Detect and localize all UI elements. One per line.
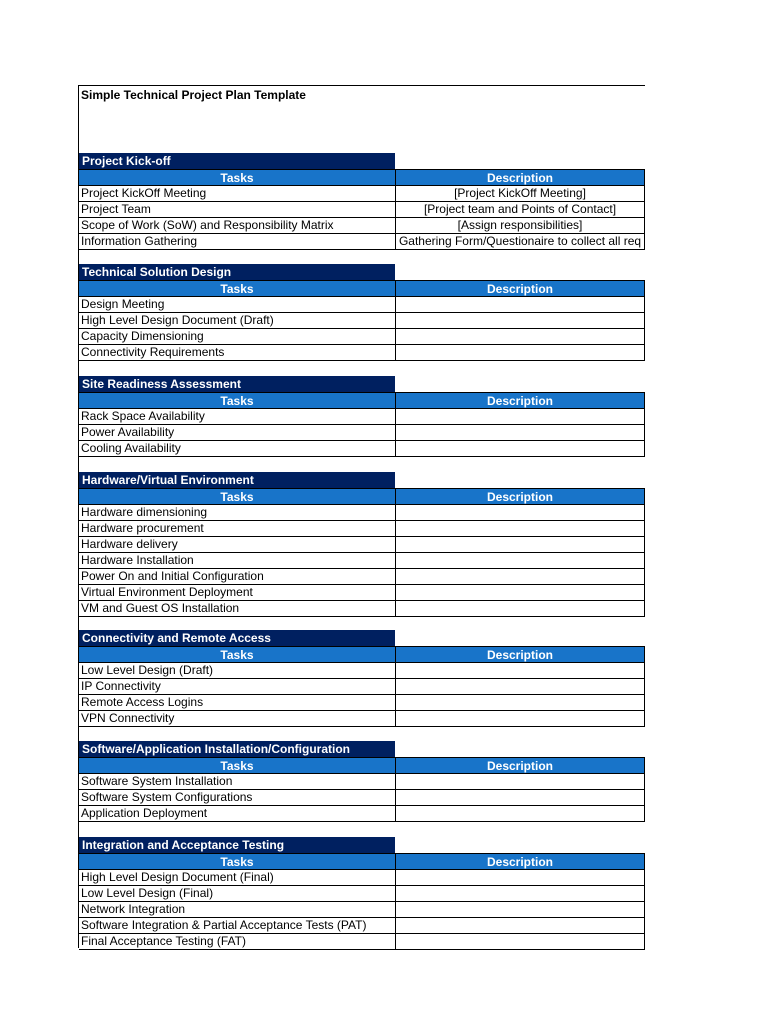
task-cell[interactable]: Connectivity Requirements — [79, 344, 395, 361]
description-cell[interactable] — [395, 773, 645, 789]
task-cell[interactable]: Network Integration — [79, 901, 395, 917]
description-cell[interactable] — [395, 933, 645, 950]
description-cell[interactable] — [395, 869, 645, 885]
description-cell[interactable] — [395, 504, 645, 520]
top-border — [79, 85, 645, 86]
document-title: Simple Technical Project Plan Template — [81, 88, 306, 102]
description-cell[interactable] — [395, 805, 645, 822]
task-cell[interactable]: Cooling Availability — [79, 440, 395, 457]
task-cell[interactable]: Remote Access Logins — [79, 694, 395, 710]
tasks-column-header: Tasks — [79, 853, 395, 869]
section-title: Technical Solution Design — [79, 264, 395, 280]
task-cell[interactable]: Design Meeting — [79, 296, 395, 312]
task-cell[interactable]: Software System Installation — [79, 773, 395, 789]
task-cell[interactable]: Power On and Initial Configuration — [79, 568, 395, 584]
task-cell[interactable]: Hardware dimensioning — [79, 504, 395, 520]
description-cell[interactable] — [395, 917, 645, 933]
description-column-header: Description — [395, 488, 645, 504]
tasks-column-header: Tasks — [79, 757, 395, 773]
description-column-header: Description — [395, 280, 645, 296]
description-cell[interactable] — [395, 885, 645, 901]
task-cell[interactable]: Software System Configurations — [79, 789, 395, 805]
tasks-column-header: Tasks — [79, 488, 395, 504]
description-column-header: Description — [395, 853, 645, 869]
description-cell[interactable] — [395, 584, 645, 600]
description-cell[interactable] — [395, 600, 645, 617]
description-cell[interactable] — [395, 233, 645, 250]
task-cell[interactable]: VM and Guest OS Installation — [79, 600, 395, 617]
task-cell[interactable]: Rack Space Availability — [79, 408, 395, 424]
description-cell[interactable] — [395, 536, 645, 552]
task-cell[interactable]: Hardware procurement — [79, 520, 395, 536]
description-cell[interactable] — [395, 789, 645, 805]
description-cell[interactable] — [395, 328, 645, 344]
description-text: Gathering Form/Questionaire to collect all req — [398, 234, 642, 248]
description-cell[interactable] — [395, 901, 645, 917]
description-cell[interactable] — [395, 424, 645, 440]
section-title: Hardware/Virtual Environment — [79, 472, 395, 488]
description-cell[interactable] — [395, 440, 645, 457]
description-cell[interactable] — [395, 568, 645, 584]
description-column-header: Description — [395, 169, 645, 185]
section-title: Integration and Acceptance Testing — [79, 837, 395, 853]
description-cell[interactable] — [395, 344, 645, 361]
task-cell[interactable]: Final Acceptance Testing (FAT) — [79, 933, 395, 950]
description-cell[interactable] — [395, 678, 645, 694]
task-cell[interactable]: Low Level Design (Draft) — [79, 662, 395, 678]
description-cell[interactable] — [395, 552, 645, 568]
task-cell[interactable]: Information Gathering — [79, 233, 395, 250]
description-text: [Project KickOff Meeting] — [454, 186, 586, 200]
description-cell[interactable] — [395, 217, 645, 233]
task-cell[interactable]: Low Level Design (Final) — [79, 885, 395, 901]
description-text: [Assign responsibilities] — [457, 218, 583, 232]
tasks-column-header: Tasks — [79, 392, 395, 408]
task-cell[interactable]: IP Connectivity — [79, 678, 395, 694]
description-cell[interactable] — [395, 710, 645, 727]
section-title: Software/Application Installation/Configuration — [79, 741, 395, 757]
description-cell[interactable] — [395, 694, 645, 710]
task-cell[interactable]: High Level Design Document (Draft) — [79, 312, 395, 328]
description-text: [Project team and Points of Contact] — [423, 202, 617, 216]
tasks-column-header: Tasks — [79, 280, 395, 296]
task-cell[interactable]: Software Integration & Partial Acceptance Tests (PAT) — [79, 917, 395, 933]
description-cell[interactable] — [395, 201, 645, 217]
task-cell[interactable]: VPN Connectivity — [79, 710, 395, 727]
description-cell[interactable] — [395, 408, 645, 424]
section-title: Connectivity and Remote Access — [79, 630, 395, 646]
description-column-header: Description — [395, 392, 645, 408]
description-cell[interactable] — [395, 296, 645, 312]
task-cell[interactable]: Project KickOff Meeting — [79, 185, 395, 201]
task-cell[interactable]: Project Team — [79, 201, 395, 217]
task-cell[interactable]: Power Availability — [79, 424, 395, 440]
description-cell[interactable] — [395, 185, 645, 201]
tasks-column-header: Tasks — [79, 646, 395, 662]
description-column-header: Description — [395, 646, 645, 662]
task-cell[interactable]: Scope of Work (SoW) and Responsibility Matrix — [79, 217, 395, 233]
section-title: Site Readiness Assessment — [79, 376, 395, 392]
tasks-column-header: Tasks — [79, 169, 395, 185]
description-cell[interactable] — [395, 662, 645, 678]
task-cell[interactable]: High Level Design Document (Final) — [79, 869, 395, 885]
task-cell[interactable]: Capacity Dimensioning — [79, 328, 395, 344]
description-cell[interactable] — [395, 520, 645, 536]
task-cell[interactable]: Virtual Environment Deployment — [79, 584, 395, 600]
task-cell[interactable]: Hardware delivery — [79, 536, 395, 552]
description-cell[interactable] — [395, 312, 645, 328]
task-cell[interactable]: Application Deployment — [79, 805, 395, 822]
description-column-header: Description — [395, 757, 645, 773]
section-title: Project Kick-off — [79, 153, 395, 169]
task-cell[interactable]: Hardware Installation — [79, 552, 395, 568]
